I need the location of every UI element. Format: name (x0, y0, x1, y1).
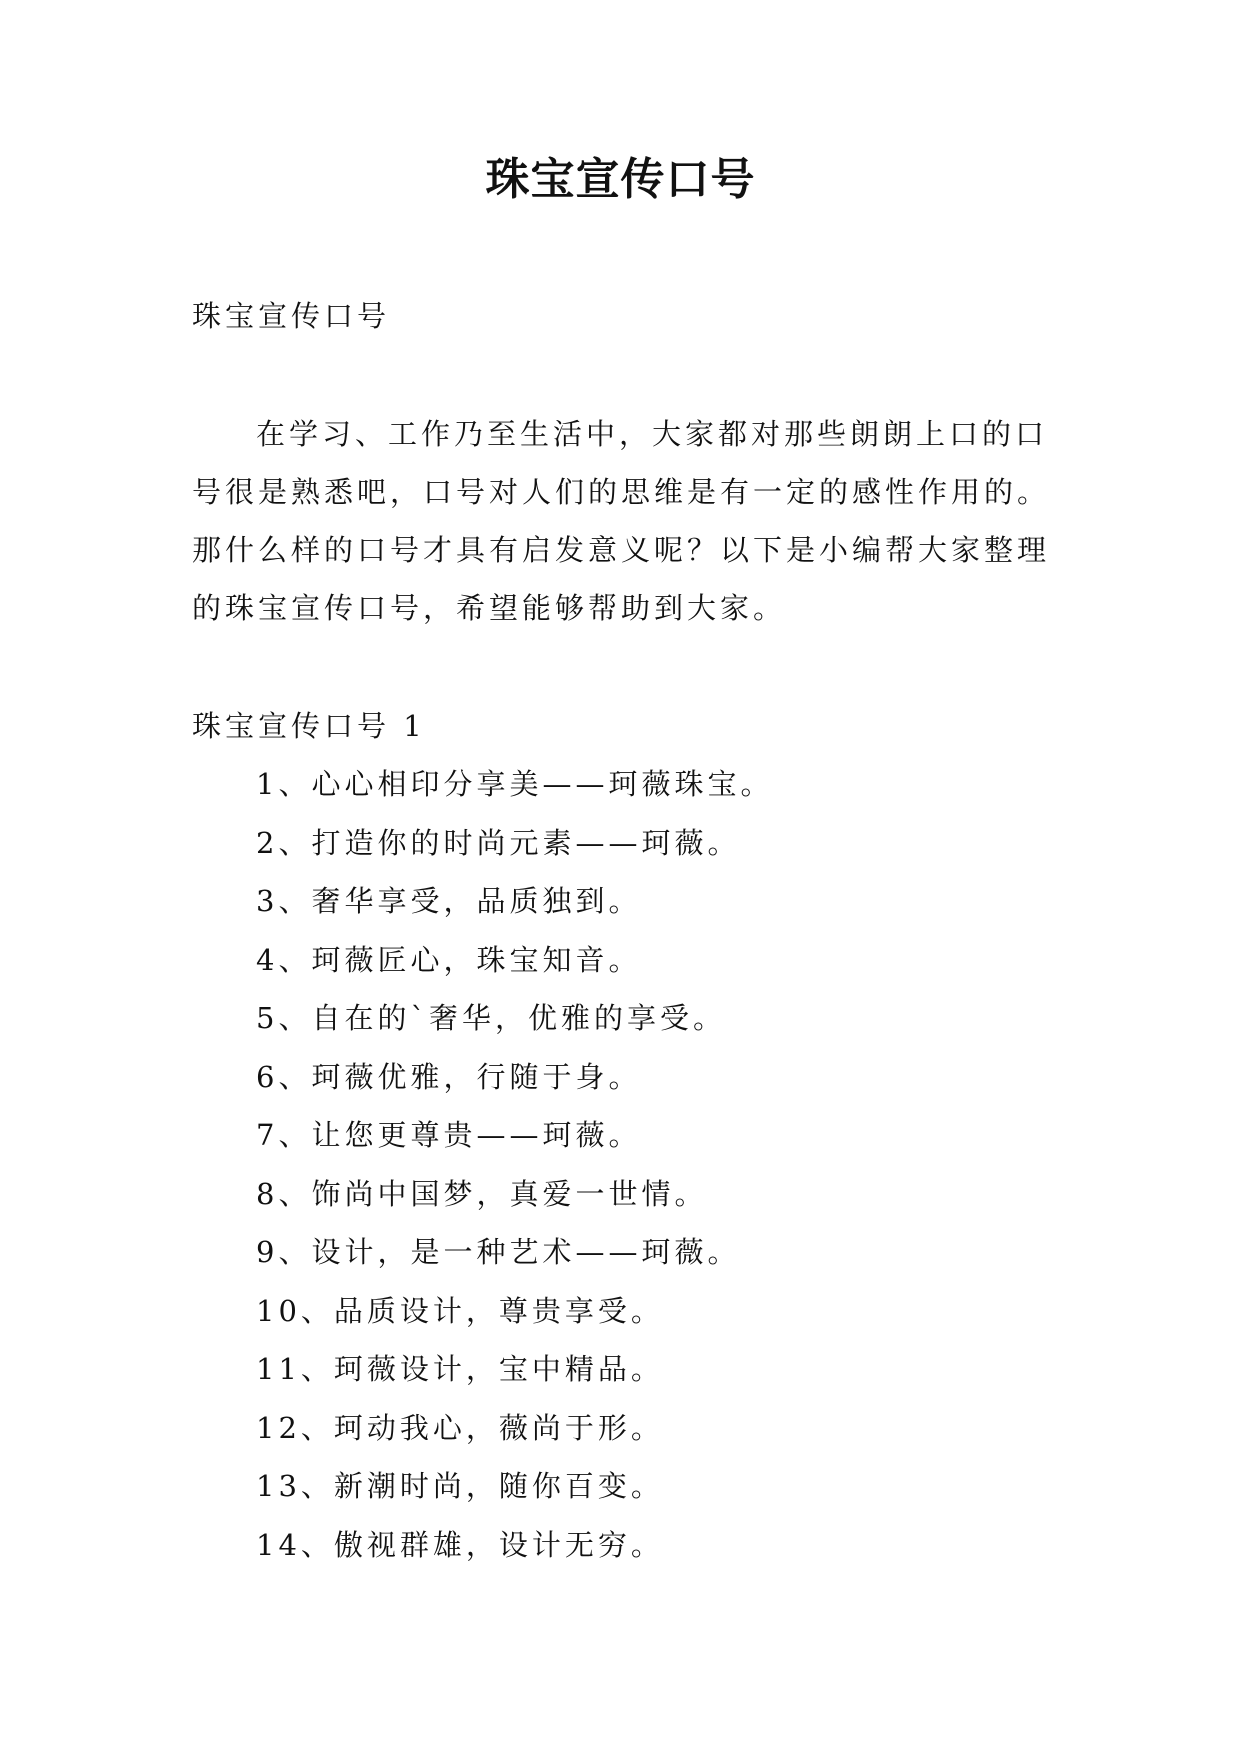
slogan-item: 5、自在的`奢华，优雅的享受。 (256, 1001, 726, 1035)
slogan-item: 8、饰尚中国梦，真爱一世情。 (256, 1176, 708, 1211)
document-title: 珠宝宣传口号 (485, 154, 756, 205)
slogan-item: 12、珂动我心，薇尚于形。 (256, 1410, 664, 1445)
slogan-item: 9、设计，是一种艺术——珂薇。 (256, 1235, 741, 1269)
slogan-item: 13、新潮时尚，随你百变。 (256, 1469, 664, 1503)
slogan-item: 6、珂薇优雅，行随于身。 (256, 1059, 642, 1094)
document-body (192, 287, 1072, 1574)
slogan-item: 14、傲视群雄，设计无穷。 (256, 1527, 664, 1562)
slogan-item: 11、珂薇设计，宝中精品。 (256, 1352, 664, 1386)
slogan-item: 10、品质设计，尊贵享受。 (256, 1293, 664, 1328)
intro-paragraph: 在学习、工作乃至生活中，大家都对那些朗朗上口的口号很是熟悉吧，口号对人们的思维是有一定的感性作用的。那什么样的口号才具有启发意义呢？以下是小编帮大家整理的珠宝宣传口号，希望能够帮助到大家。 (192, 417, 1051, 625)
slogan-item: 4、珂薇匠心，珠宝知音。 (256, 942, 642, 977)
document-subtitle: 珠宝宣传口号 (192, 299, 391, 333)
slogan-list (192, 755, 1072, 1574)
slogan-item: 7、让您更尊贵——珂薇。 (256, 1118, 642, 1152)
slogan-item: 3、奢华享受，品质独到。 (256, 884, 642, 918)
slogan-item: 1、心心相印分享美——珂薇珠宝。 (256, 767, 774, 801)
slogan-item: 2、打造你的时尚元素——珂薇。 (256, 825, 741, 860)
section-heading: 珠宝宣传口号 1 (192, 709, 426, 743)
